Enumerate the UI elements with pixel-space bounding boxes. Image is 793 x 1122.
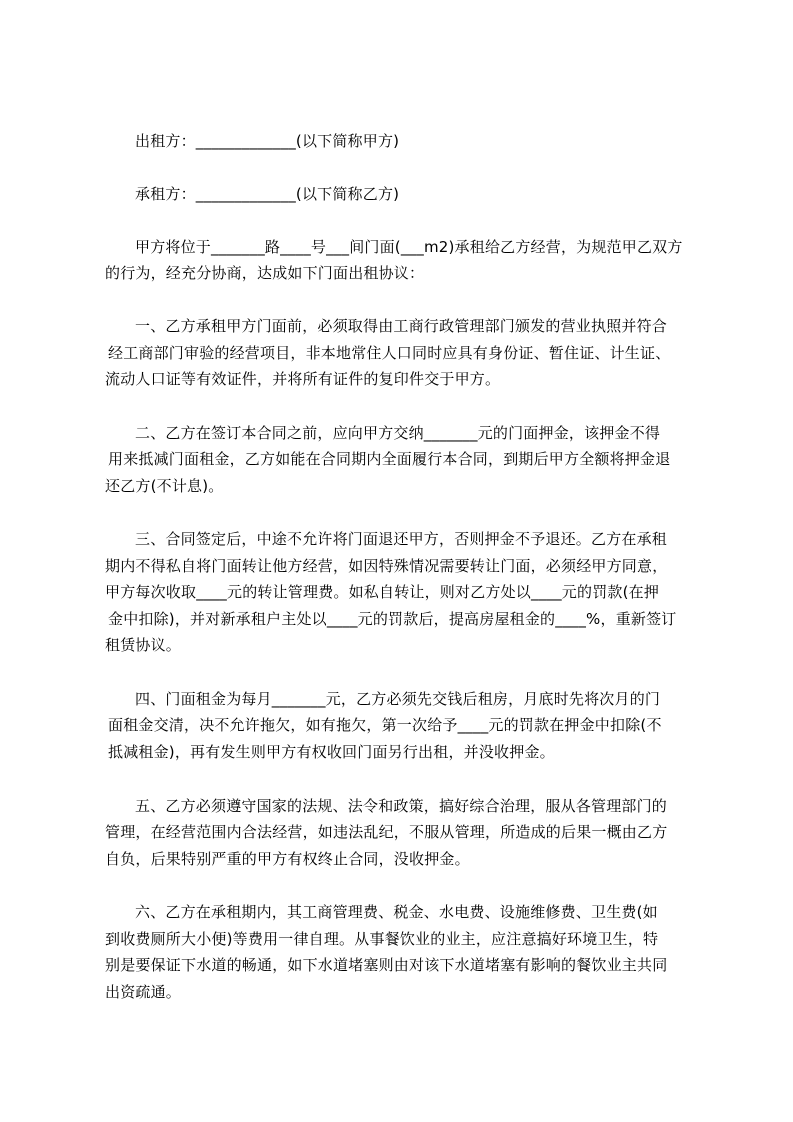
- clause-6-line-3: 别是要保证下水道的畅通，如下水道堵塞则由对该下水道堵塞有影响的餐饮业主共同: [105, 956, 668, 974]
- lessor-line: 出租方：_____________(以下简称甲方): [135, 132, 400, 150]
- clause-6-line-2: 到收费厕所大小便)等费用一律自理。从事餐饮业的业主，应注意搞好环境卫生，特: [105, 930, 659, 948]
- clause-3-line-3: 甲方每次收取____元的转让管理费。如私自转让，则对乙方处以____元的罚款(在押: [105, 583, 660, 601]
- clause-5-line-3: 自负，后果特别严重的甲方有权终止合同，没收押金。: [105, 850, 470, 868]
- clause-2-line-3: 还乙方(不计息)。: [105, 477, 224, 495]
- clause-3-line-5: 租赁协议。: [105, 636, 182, 654]
- clause-5-line-2: 管理，在经营范围内合法经营，如违法乱纪，不服从管理，所造成的后果一概由乙方: [105, 823, 668, 841]
- clause-2-line-1: 二、乙方在签订本合同之前，应向甲方交纳_______元的门面押金，该押金不得: [135, 424, 661, 442]
- clause-1-line-2: 经工商部门审验的经营项目，非本地常住人口同时应具有身份证、暂住证、计生证、: [108, 344, 671, 362]
- clause-4-line-3: 抵减租金)，再有发生则甲方有权收回门面另行出租，并没收押金。: [108, 743, 555, 761]
- clause-1-line-3: 流动人口证等有效证件，并将所有证件的复印件交于甲方。: [105, 370, 501, 388]
- lessee-line: 承租方：_____________(以下简称乙方): [135, 185, 400, 203]
- clause-6-line-4: 出资疏通。: [105, 983, 182, 1001]
- clause-3-line-2: 期内不得私自将门面转让他方经营，如因特殊情况需要转让门面，必须经甲方同意，: [105, 557, 668, 575]
- clause-1-line-1: 一、乙方承租甲方门面前，必须取得由工商行政管理部门颁发的营业执照并符合: [135, 317, 668, 335]
- clause-5-line-1: 五、乙方必须遵守国家的法规、法令和政策，搞好综合治理，服从各管理部门的: [135, 797, 668, 815]
- clause-2-line-2: 用来抵减门面租金，乙方如能在合同期内全面履行本合同，到期后甲方全额将押金退: [108, 450, 671, 468]
- intro-line-2: 的行为，经充分协商，达成如下门面出租协议：: [105, 264, 425, 282]
- clause-3-line-1: 三、合同签定后，中途不允许将门面退还甲方，否则押金不予退还。乙方在承租: [135, 530, 668, 548]
- clause-3-line-4: 金中扣除)，并对新承租户主处以____元的罚款后，提高房屋租金的____%，重新签订: [108, 610, 677, 628]
- clause-4-line-2: 面租金交清，决不允许拖欠，如有拖欠，第一次给予____元的罚款在押金中扣除(不: [108, 716, 662, 734]
- clause-4-line-1: 四、门面租金为每月_______元，乙方必须先交钱后租房，月底时先将次月的门: [135, 690, 661, 708]
- clause-6-line-1: 六、乙方在承租期内，其工商管理费、税金、水电费、设施维修费、卫生费(如: [135, 903, 658, 921]
- intro-line-1: 甲方将位于_______路____号___间门面(___m2)承租给乙方经营，为规范甲乙双方: [135, 238, 683, 256]
